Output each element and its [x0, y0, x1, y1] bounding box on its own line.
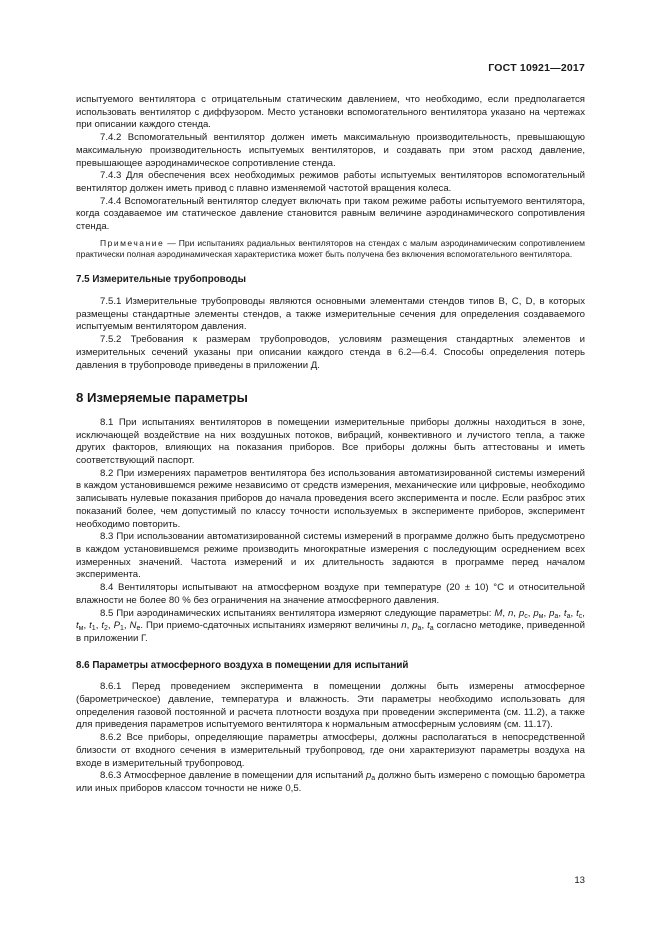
note [76, 238, 585, 261]
paragraph-8-4: 8.4 Вентиляторы испытывают на атмосферном воздухе при температуре (20 ± 10) °С и относительной влажности не более 80 % без ограничения на значение атмосферного давления. [76, 582, 585, 606]
note-label: Примечание [100, 237, 165, 248]
paragraph-8-3: 8.3 При использовании автоматизированной системы измерений в программе должно быть предусмотрено в каждом установившемся режиме производить многократные измерения с последующим осреднением всех измеренных значений. Частота измерений и их длительность задаются в программе перед началом эксперимента. [76, 531, 585, 581]
section-heading-8-6: 8.6 Параметры атмосферного воздуха в помещении для испытаний [76, 659, 409, 671]
document-body [76, 94, 585, 796]
paragraph-7-5-1: 7.5.1 Измерительные трубопроводы являются основными элементами стендов типов B, C, D, в которых размещены стандартные элементы стендов, а также измерительные сечения для определения создаваемого испытуемым вентилятором давления. [76, 296, 585, 333]
paragraph-7-5-2: 7.5.2 Требования к размерам трубопроводов, условиям размещения стандартных элементов и измерительных сечений указаны при описании каждого стенда в 6.2—6.4. Способы определения потерь давления в трубопроводе приведены в приложении Д. [76, 334, 585, 371]
paragraph-8-6-1: 8.6.1 Перед проведением эксперимента в помещении должны быть измерены атмосферное (барометрическое) давление, температура и влажность. Эти параметры необходимо использовать для определения газовой постоянной и расчета плотности воздуха при проведении эксперимента (см. 11.2), а также для приведения параметров испытуемого вентилятора к нормальным атмосферным условиям (см. 11.17). [76, 681, 585, 731]
paragraph-8-5: 8.5 При аэродинамических испытаниях вентилятора измеряют следующие параметры: M, n, $p_c$, $p_м$, $p_a$, $t_a$, $t_c$, $t_м$, $t_1$, $t_2$, $P_1$, $N_e$. При приемо-сдаточных испытаниях измеряют величины n, $p_a$, $t_a$ согласно методике, приведенной в приложении Г. [76, 607, 585, 644]
page-number: 13 [574, 875, 585, 886]
paragraph-8-6-3: 8.6.3 Атмосферное давление в помещении для испытаний $p_a$ должно быть измерено с помощью барометра или иных приборов классом точности не ниже 0,5. [76, 770, 585, 794]
paragraph-8-1: 8.1 При испытаниях вентиляторов в помещении измерительные приборы должны находиться в зоне, исключающей воздействие на них воздушных потоков, вибраций, конвективного и лучистого тепла, а также других факторов, влияющих на показания приборов. Все приборы должны быть аттестованы и иметь соответствующий паспорт. [76, 416, 585, 467]
paragraph-7-4-4: 7.4.4 Вспомогательный вентилятор следует включать при таком режиме работы испытуемого вентилятора, когда создаваемое им статическое давление становится равным величине аэродинамического сопротивления стенда. [76, 195, 585, 233]
paragraph-8-2: 8.2 При измерениях параметров вентилятора без использования автоматизированной системы измерений в каждом установившемся режиме независимо от средств измерения, механические или цифровые, необходимо записывать нулевые показания приборов до начала проведения всего эксперимента и после. Если разброс этих показаний более, чем допустимый по классу точности используемых в эксперименте приборов, эксперимент необходимо повторить. [76, 467, 585, 530]
paragraph-7-4-2: 7.4.2 Вспомогательный вентилятор должен иметь максимальную производительность, превышающую максимальную производительность испытуемых вентиляторов, и создавать при этом расход давление, превышающее аэродинамическое сопротивление стенда. [76, 132, 585, 169]
section-heading-7-5: 7.5 Измерительные трубопроводы [76, 274, 247, 286]
paragraph-7-4-1-continued: испытуемого вентилятора с отрицательным статическим давлением, что необходимо, если предполагается использовать вентилятор с диффузором. Место установки вспомогательного вентилятора указано на чертежах при описании каждого стенда. [76, 94, 585, 131]
paragraph-8-6-2: 8.6.2 Все приборы, определяющие параметры атмосферы, должны располагаться в непосредственной близости от входного сечения в измерительный трубопровод, где они характеризуют параметры воздуха на входе в измерительный трубопровод. [76, 732, 585, 769]
section-heading-8: 8 Измеряемые параметры [76, 390, 248, 406]
document-id-header: ГОСТ 10921—2017 [488, 62, 585, 74]
paragraph-7-4-3: 7.4.3 Для обеспечения всех необходимых режимов работы испытуемых вентиляторов вспомогательный вентилятор должен иметь привод с плавно изменяемой частотой вращения колеса. [76, 170, 585, 194]
note-text: — При испытаниях радиальных вентиляторов на стендах с малым аэродинамическим сопротивлением практически полная аэродинамическая характеристика может быть получена без включения вспомогательного вентилятора. [76, 237, 585, 260]
